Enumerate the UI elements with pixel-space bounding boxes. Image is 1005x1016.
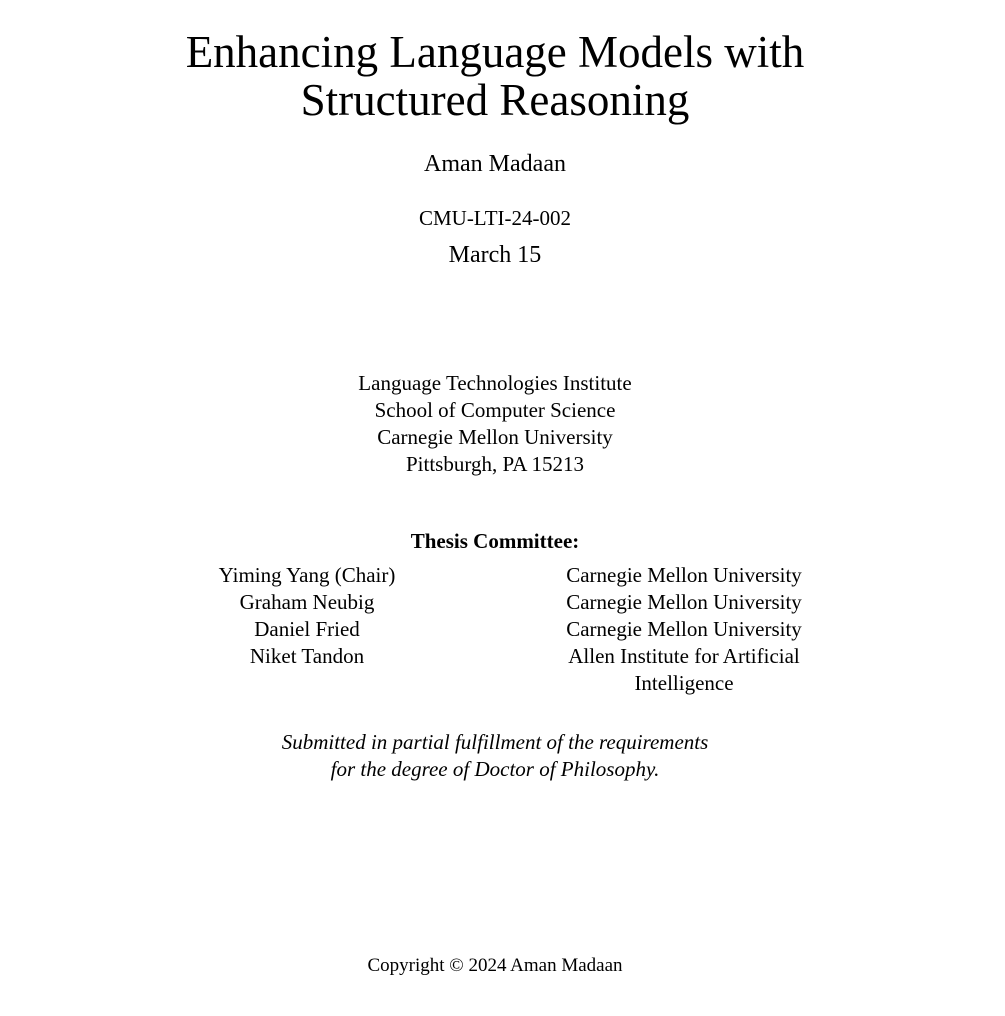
committee-member-name: Yiming Yang (Chair) — [218, 563, 396, 587]
affiliation-institute: Language Technologies Institute — [358, 371, 632, 395]
committee-member-institution: Carnegie Mellon University — [566, 563, 802, 587]
author-name: Aman Madaan — [424, 151, 566, 177]
date: March 15 — [448, 242, 542, 268]
committee-row — [0, 562, 1005, 589]
committee-list — [0, 562, 1005, 697]
report-number: CMU-LTI-24-002 — [418, 206, 572, 230]
submission-statement — [0, 729, 990, 783]
committee-member-institution: Allen Institute for Artificial Intelligence — [568, 644, 800, 695]
committee-row — [0, 616, 1005, 643]
submission-line-1: Submitted in partial fulfillment of the requirements — [281, 730, 709, 754]
thesis-title-line-1: Enhancing Language Models with — [185, 27, 805, 77]
thesis-title — [0, 28, 990, 124]
affiliation-school: School of Computer Science — [374, 398, 616, 422]
committee-row — [0, 589, 1005, 616]
committee-member-institution: Carnegie Mellon University — [566, 590, 802, 614]
committee-member-name: Niket Tandon — [249, 644, 365, 668]
thesis-title-line-2: Structured Reasoning — [300, 75, 690, 125]
affiliation-university: Carnegie Mellon University — [377, 425, 613, 449]
submission-line-2: for the degree of Doctor of Philosophy. — [330, 757, 660, 781]
committee-member-name: Graham Neubig — [239, 590, 375, 614]
committee-member-name: Daniel Fried — [254, 617, 360, 641]
affiliation-city: Pittsburgh, PA 15213 — [406, 452, 584, 476]
copyright-notice: Copyright © 2024 Aman Madaan — [367, 955, 623, 976]
committee-row — [0, 643, 1005, 697]
affiliation-block — [0, 370, 990, 478]
committee-member-institution: Carnegie Mellon University — [566, 617, 802, 641]
committee-heading: Thesis Committee: — [410, 529, 580, 553]
